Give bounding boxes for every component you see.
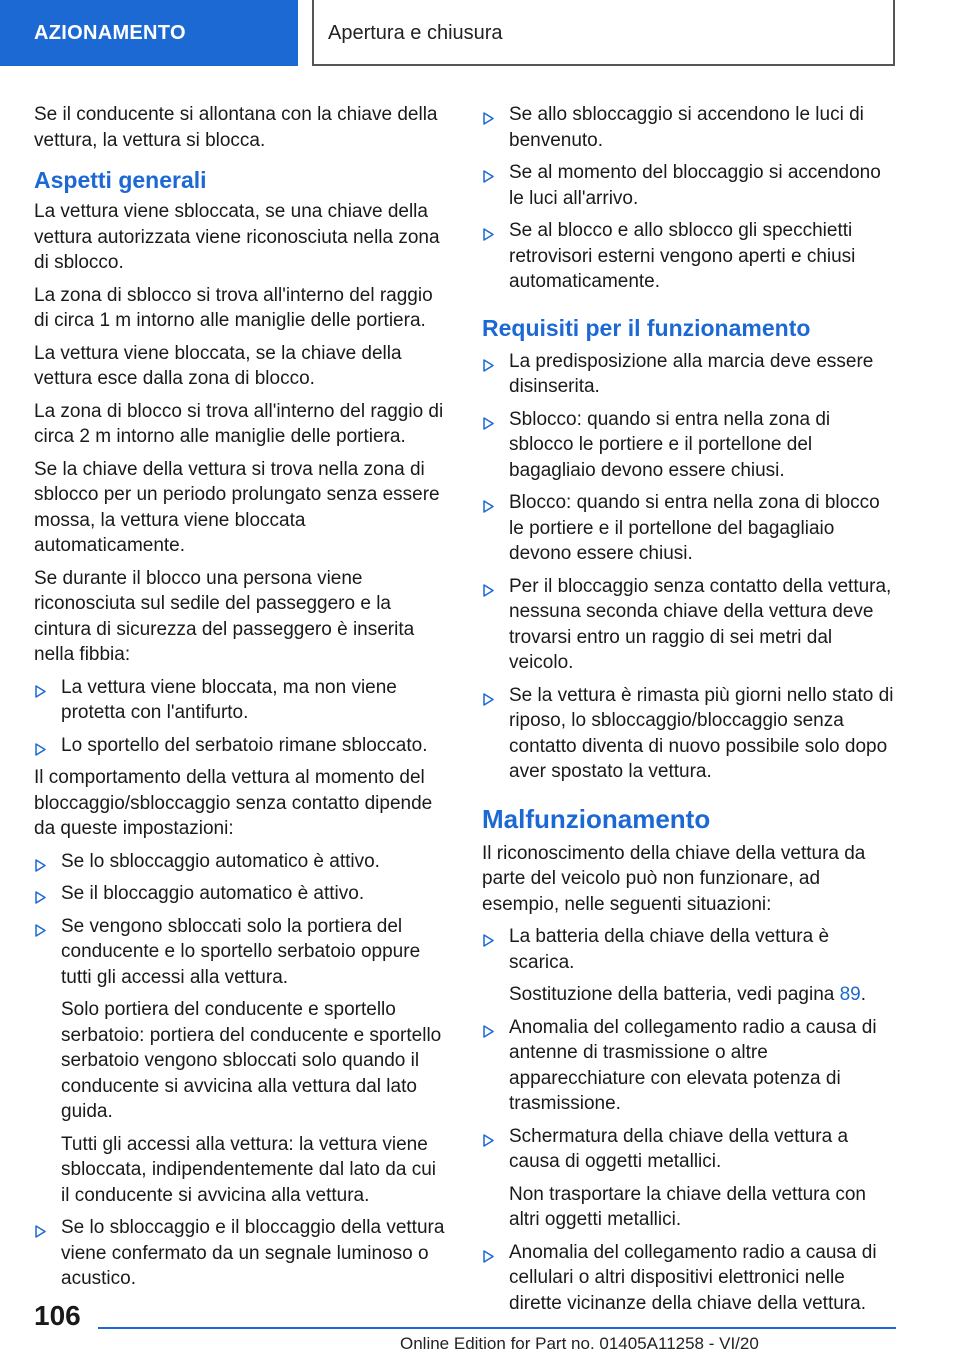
- list-item-text: Se il bloccaggio automatico è attivo.: [61, 883, 365, 904]
- list-item-text: Se la vettura è rimasta più giorni nello stato di riposo, lo sbloccaggio/bloccaggio senza contatto diventa di nuovo possibile solo dopo aver spostato la vettura.: [509, 684, 894, 782]
- list-item: [482, 924, 896, 1008]
- list-item-text: Lo sportello del serbatoio rimane sbloccato.: [61, 734, 428, 756]
- triangle-bullet-icon: [35, 680, 46, 693]
- list-item: [34, 1215, 446, 1292]
- footer-edition: Online Edition for Part no. 01405A11258 - VI/20: [400, 1334, 759, 1353]
- triangle-bullet-icon: [483, 107, 494, 120]
- triangle-bullet-icon: [35, 854, 46, 867]
- list-item-text: Se lo sbloccaggio automatico è attivo.: [61, 850, 380, 872]
- list-item: [34, 881, 446, 907]
- list-item-text: Blocco: quando si entra nella zona di blocco le portiere e il portellone del bagagliaio devono essere chiusi.: [509, 492, 880, 564]
- paragraph: La vettura viene bloccata, se la chiave della vettura esce dalla zona di blocco.: [34, 342, 402, 389]
- triangle-bullet-icon: [35, 886, 46, 899]
- bullet-list: [482, 102, 896, 295]
- period: .: [860, 984, 867, 1005]
- list-item-text: Per il bloccaggio senza contatto della vettura, nessuna seconda chiave della vettura deve trovarsi entro un raggio di sei metri dal veicolo.: [509, 575, 892, 673]
- triangle-bullet-icon: [35, 738, 46, 751]
- paragraph: Il riconoscimento della chiave della vettura da parte del veicolo può non funzionare, ad esempio, nelle seguenti situazioni:: [482, 842, 866, 915]
- section-tab: AZIONAMENTO: [0, 0, 298, 66]
- list-item-text: La predisposizione alla marcia deve essere disinserita.: [509, 350, 874, 397]
- list-item: [482, 1015, 896, 1117]
- list-item-text: Schermatura della chiave della vettura a causa di oggetti metallici.: [509, 1125, 849, 1172]
- list-item-text: La batteria della chiave della vettura è scarica.: [509, 926, 830, 973]
- bullet-list: [482, 349, 896, 785]
- page-number: 106: [34, 1300, 81, 1331]
- heading-aspetti-generali: Aspetti generali: [34, 167, 207, 193]
- list-item-text: Se lo sbloccaggio e il bloccaggio della vettura viene confermato da un segnale luminoso o acustico.: [61, 1217, 445, 1289]
- list-item: [34, 675, 446, 726]
- triangle-bullet-icon: [483, 165, 494, 178]
- bullet-list: [482, 924, 896, 1316]
- list-item: [482, 102, 896, 153]
- list-item: [482, 160, 896, 211]
- list-item: [482, 407, 896, 484]
- list-item: [482, 1124, 896, 1233]
- list-item: [482, 574, 896, 676]
- list-item: [34, 849, 446, 875]
- triangle-bullet-icon: [483, 1020, 494, 1033]
- triangle-bullet-icon: [483, 688, 494, 701]
- list-item-subparagraph: [509, 982, 896, 1008]
- list-item-text: Se vengono sbloccati solo la portiera del conducente e lo sportello serbatoio oppure tutti gli accessi alla vettura.: [61, 915, 421, 988]
- list-item-text: Anomalia del collegamento radio a causa di antenne di trasmissione o altre apparecchiature con elevata potenza di trasmissione.: [509, 1016, 877, 1114]
- paragraph: Se durante il blocco una persona viene riconosciuta sul sedile del passeggero e la cintura di sicurezza del passeggero è inserita nella fibbia:: [34, 567, 415, 665]
- list-item: [34, 914, 446, 1209]
- intro-paragraph: Se il conducente si allontana con la chiave della vettura, la vettura si blocca.: [34, 104, 438, 151]
- right-column: [482, 102, 896, 1323]
- paragraph: La zona di blocco si trova all'interno del raggio di circa 2 m intorno alle maniglie delle portiera.: [34, 400, 444, 447]
- list-item-text: Se al blocco e allo sblocco gli specchietti retrovisori esterni vengono aperti e chiusi automaticamente.: [509, 220, 856, 292]
- list-item: [482, 683, 896, 785]
- triangle-bullet-icon: [483, 1245, 494, 1258]
- left-column: [34, 102, 446, 1299]
- footer-rule: [98, 1327, 896, 1329]
- list-item-text: Se allo sbloccaggio si accendono le luci di benvenuto.: [509, 104, 864, 151]
- list-item-subparagraph: Solo portiera del conducente e sportello serbatoio: portiera del conducente e sportello serbatoio vengono sbloccati solo quando il conducente si avvicina alla vettura dal lato guida.: [61, 999, 442, 1122]
- list-item-text: La vettura viene bloccata, ma non viene protetta con l'antifurto.: [61, 676, 397, 723]
- triangle-bullet-icon: [483, 1129, 494, 1142]
- triangle-bullet-icon: [483, 223, 494, 236]
- list-item-text: Se al momento del bloccaggio si accendono le luci all'arrivo.: [509, 162, 881, 209]
- page-reference-link[interactable]: 89: [839, 984, 861, 1005]
- list-item: [482, 349, 896, 400]
- list-item: [34, 733, 446, 759]
- cross-reference-text: Sostituzione della batteria, vedi pagina: [509, 984, 840, 1005]
- list-item: [482, 218, 896, 295]
- page-header: [0, 0, 960, 66]
- list-item-subparagraph: Non trasportare la chiave della vettura con altri oggetti metallici.: [509, 1183, 866, 1230]
- triangle-bullet-icon: [35, 919, 46, 932]
- paragraph: Il comportamento della vettura al momento del bloccaggio/sbloccaggio senza contatto dipende da queste impostazioni:: [34, 767, 433, 839]
- bullet-list: [34, 675, 446, 759]
- heading-requisiti: Requisiti per il funzionamento: [482, 314, 811, 341]
- chapter-title: Apertura e chiusura: [312, 0, 895, 66]
- list-item-text: Anomalia del collegamento radio a causa di cellulari o altri dispositivi elettronici nelle dirette vicinanze della chiave della vettura.: [509, 1241, 877, 1314]
- bullet-list: [34, 849, 446, 1292]
- paragraph: La zona di sblocco si trova all'interno del raggio di circa 1 m intorno alle maniglie delle portiera.: [34, 284, 433, 331]
- triangle-bullet-icon: [483, 412, 494, 425]
- list-item-text: Sblocco: quando si entra nella zona di sblocco le portiere e il portellone del bagagliaio devono essere chiusi.: [509, 408, 831, 481]
- triangle-bullet-icon: [483, 354, 494, 367]
- heading-malfunzionamento: Malfunzionamento: [482, 803, 711, 834]
- list-item-subparagraph: Tutti gli accessi alla vettura: la vettura viene sbloccata, indipendentemente dal lato da cui il conducente si avvicina alla vettura.: [61, 1133, 436, 1206]
- triangle-bullet-icon: [483, 929, 494, 942]
- paragraph: La vettura viene sbloccata, se una chiave della vettura autorizzata viene riconosciuta nella zona di sblocco.: [34, 201, 440, 273]
- triangle-bullet-icon: [483, 495, 494, 508]
- list-item: [482, 490, 896, 567]
- triangle-bullet-icon: [35, 1220, 46, 1233]
- paragraph: Se la chiave della vettura si trova nella zona di sblocco per un periodo prolungato senza essere mossa, la vettura viene bloccata automaticamente.: [34, 458, 440, 556]
- list-item: [482, 1240, 896, 1317]
- triangle-bullet-icon: [483, 579, 494, 592]
